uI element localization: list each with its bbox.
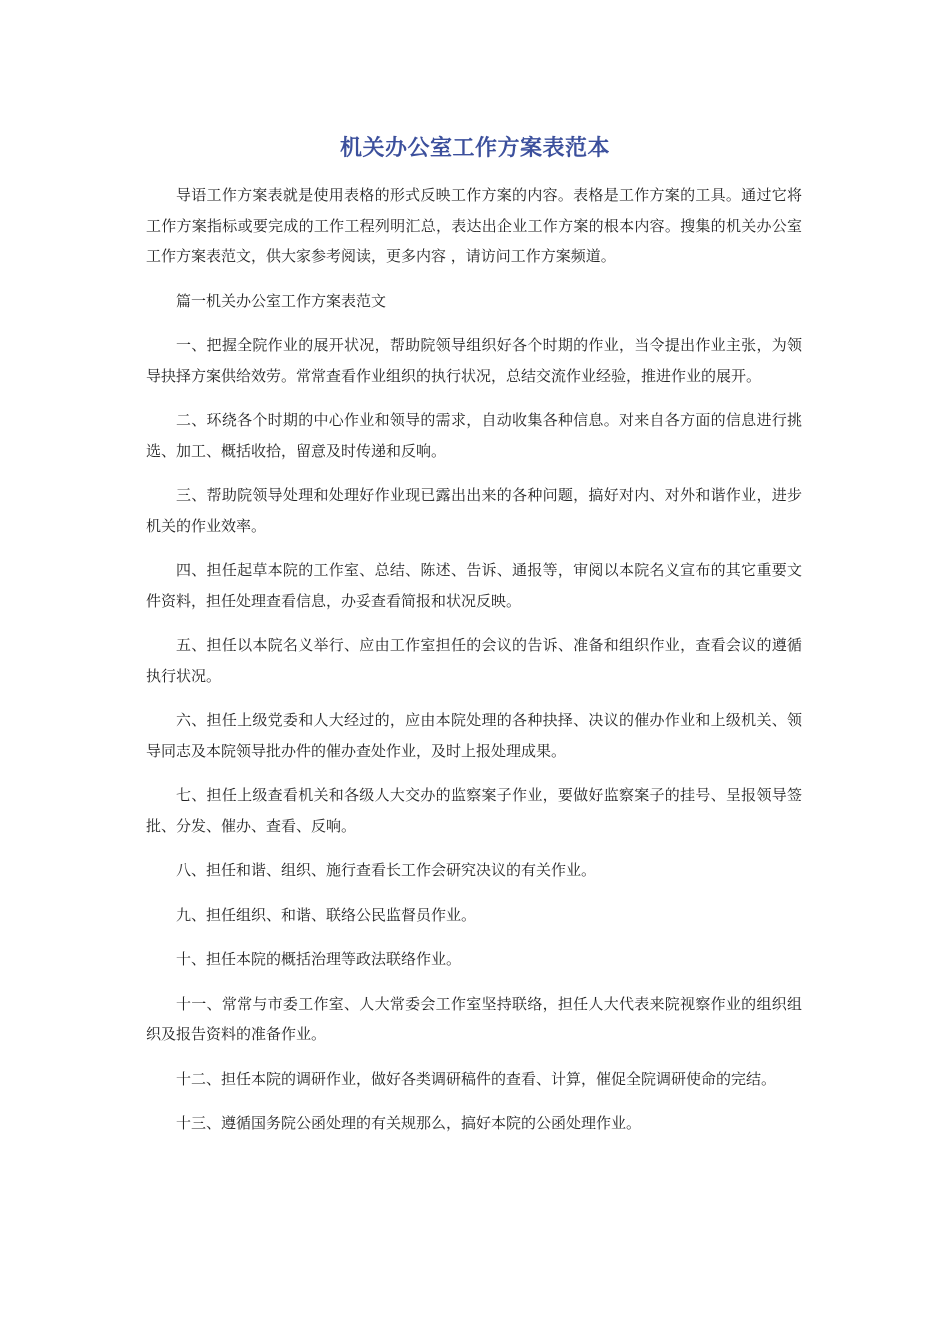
list-item: 三、帮助院领导处理和处理好作业现已露出出来的各种问题，搞好对内、对外和谐作业，进步机关的作业效率。 (146, 486, 802, 535)
list-item: 二、环绕各个时期的中心作业和领导的需求，自动收集各种信息。对来自各方面的信息进行挑选、加工、概括收拾，留意及时传递和反响。 (146, 411, 802, 460)
list-item: 九、担任组织、和谐、联络公民监督员作业。 (176, 905, 477, 924)
document-body (146, 180, 802, 1153)
list-item: 十三、遵循国务院公函处理的有关规那么，搞好本院的公函处理作业。 (176, 1114, 642, 1132)
document-title: 机关办公室工作方案表范本 (339, 136, 610, 161)
list-item: 十二、担任本院的调研作业，做好各类调研稿件的查看、计算，催促全院调研使命的完结。 (176, 1069, 777, 1088)
list-item: 四、担任起草本院的工作室、总结、陈述、告诉、通报等，审阅以本院名义宣布的其它重要文件资料，担任处理查看信息，办妥查看简报和状况反映。 (146, 561, 802, 610)
list-item: 一、把握全院作业的展开状况，帮助院领导组织好各个时期的作业，当令提出作业主张，为领导抉择方案供给效劳。常常查看作业组织的执行状况，总结交流作业经验，推进作业的展开。 (146, 336, 802, 385)
list-item: 七、担任上级查看机关和各级人大交办的监察案子作业，要做好监察案子的挂号、呈报领导签批、分发、催办、查看、反响。 (146, 786, 802, 835)
section-heading: 篇一机关办公室工作方案表范文 (176, 291, 387, 310)
list-item: 六、担任上级党委和人大经过的，应由本院处理的各种抉择、决议的催办作业和上级机关、领导同志及本院领导批办件的催办查处作业，及时上报处理成果。 (146, 711, 802, 760)
list-item: 十、担任本院的概括治理等政法联络作业。 (176, 950, 462, 968)
list-item: 五、担任以本院名义举行、应由工作室担任的会议的告诉、准备和组织作业，查看会议的遵循执行状况。 (146, 636, 802, 685)
list-item: 八、担任和谐、组织、施行查看长工作会研究决议的有关作业。 (176, 861, 597, 879)
intro-paragraph: 导语工作方案表就是使用表格的形式反映工作方案的内容。表格是工作方案的工具。通过它将工作方案指标或要完成的工作工程列明汇总，表达出企业工作方案的根本内容。搜集的机关办公室工作方案表范文，供大家参考阅读，更多内容 ，请访问工作方案频道。 (146, 186, 802, 265)
list-item: 十一、常常与市委工作室、人大常委会工作室坚持联络，担任人大代表来院视察作业的组织组织及报告资料的准备作业。 (146, 994, 802, 1043)
